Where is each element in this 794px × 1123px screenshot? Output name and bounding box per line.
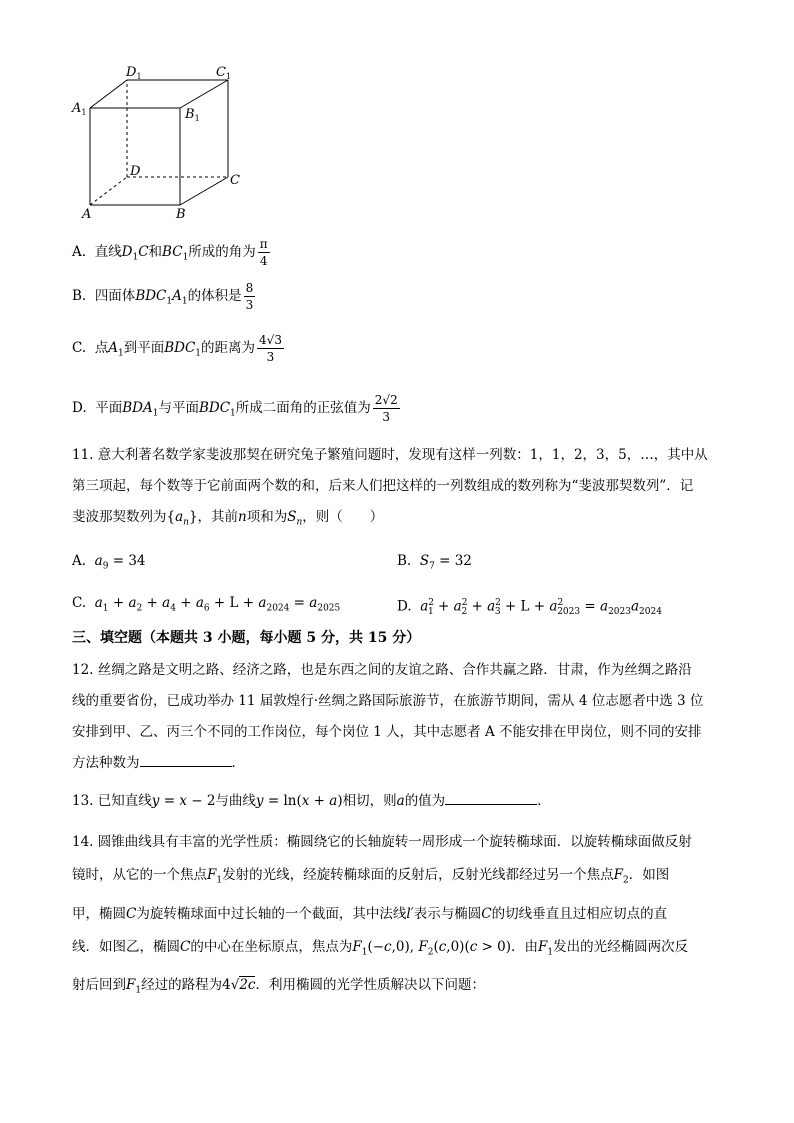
q11-line1: 11. 意大利著名数学家斐波那契在研究兔子繁殖问题时，发现有这样一列数：1，1，2，3，5，…，其中从 — [72, 447, 708, 463]
cube-figure — [70, 60, 250, 220]
q12-line4: 方法种数为 ． — [72, 748, 722, 779]
q12-line3: 安排到甲、乙、丙三个不同的工作岗位，每个岗位 1 人，其中志愿者 A 不能安排在甲岗位，则不同的安排 — [72, 724, 702, 740]
fraction: $\frac{2√2}{3}$ — [374, 393, 398, 424]
q10-option-a: A. 直线$D_1C$和$BC_1$所成的角为 $\frac{\pi}{4}$ — [72, 237, 268, 268]
q14-line3: 甲，椭圆C为旋转椭球面中过长轴的一个截面，其中法线l′表示与椭圆C的切线垂直且过相应切点的直 — [72, 905, 668, 922]
q10-option-d: D. 平面$BDA_1$与平面$BDC_1$所成二面角的正弦值为 $\frac{2√2}{3}$ — [72, 393, 398, 424]
question-12 — [72, 655, 722, 779]
label-C1: $C_1$ — [216, 65, 232, 81]
answer-blank[interactable] — [140, 752, 232, 767]
q12-line1: 12. 丝绸之路是文明之路、经济之路，也是东西之间的友谊之路、合作共赢之路．甘肃，作为丝绸之路沿 — [72, 662, 692, 678]
label-D: D — [130, 164, 141, 179]
edge-A-D — [90, 177, 127, 205]
q14-line2: 镜时，从它的一个焦点$F_1$发射的光线，经旋转椭球面的反射后，反射光线都经过另一个焦点$F_2$．如图 — [72, 867, 670, 886]
q12-line2: 线的重要省份，已成功举办 11 届敦煌行·丝绸之路国际旅游节，在旅游节期间，需从 4 位志愿者中选 3 位 — [72, 693, 704, 709]
fraction: $\frac{4√3}{3}$ — [259, 333, 282, 364]
q11-option-c: C. $a_1 + a_2 + a_4 + a_6 + L + a_{2024} = a_{2025}$ — [72, 595, 341, 614]
fraction: $\frac{\pi}{4}$ — [259, 237, 268, 268]
q11-option-d: D. $a^2_1 + a^2_2 + a^2_3 + L + a^2_{2023} = a_{2023}a_{2024}$ — [397, 598, 662, 618]
label-A1: $A_1$ — [72, 101, 87, 117]
q11-line2: 第三项起，每个数等于它前面两个数的和，后来人们把这样的一列数组成的数列称为“斐波那契数列”．记 — [72, 478, 694, 494]
section-3-title: 三、填空题（本题共 3 小题，每小题 5 分，共 15 分） — [72, 630, 421, 646]
answer-blank[interactable] — [445, 790, 537, 805]
q11-option-a: A. $a_9 = 34$ — [72, 553, 146, 572]
q14-line1: 14. 圆锥曲线具有丰富的光学性质：椭圆绕它的长轴旋转一周形成一个旋转椭球面．以旋转椭球面做反射 — [72, 834, 692, 850]
label-D1: $D_1$ — [126, 65, 142, 81]
q11-line3: 斐波那契数列为$\{a_n\}$，其前n项和为$S_n$，则（ ） — [72, 509, 384, 528]
question-11 — [72, 440, 722, 539]
q14-line4: 线．如图乙，椭圆C的中心在坐标原点，焦点为$F_1(-c,0)$, $F_2(c,0)(c > 0)$．由$F_1$发出的光经椭圆两次反 — [72, 938, 689, 958]
question-14 — [72, 826, 722, 1008]
q14-line5: 射后回到$F_1$经过的路程为4√2c．利用椭圆的光学性质解决以下问题： — [72, 977, 485, 997]
label-B: B — [176, 207, 186, 220]
fraction: $\frac{8}{3}$ — [245, 281, 254, 312]
edge-B1-C1 — [180, 80, 228, 108]
edge-A1-D1 — [90, 80, 127, 108]
label-C: C — [230, 173, 240, 188]
q10-option-b: B. 四面体$BDC_1A_1$的体积是 $\frac{8}{3}$ — [72, 281, 254, 312]
label-A: A — [82, 207, 92, 220]
question-13: 13. 已知直线y = x − 2与曲线y = ln(x + a)相切，则a的值为 ． — [72, 790, 551, 811]
label-B1: $B_1$ — [185, 107, 200, 123]
edge-B-C — [180, 177, 228, 205]
q10-option-c: C. 点$A_1$到平面$BDC_1$的距离为 $\frac{4√3}{3}$ — [72, 333, 282, 364]
q11-option-b: B. $S_7 = 32$ — [397, 553, 472, 572]
